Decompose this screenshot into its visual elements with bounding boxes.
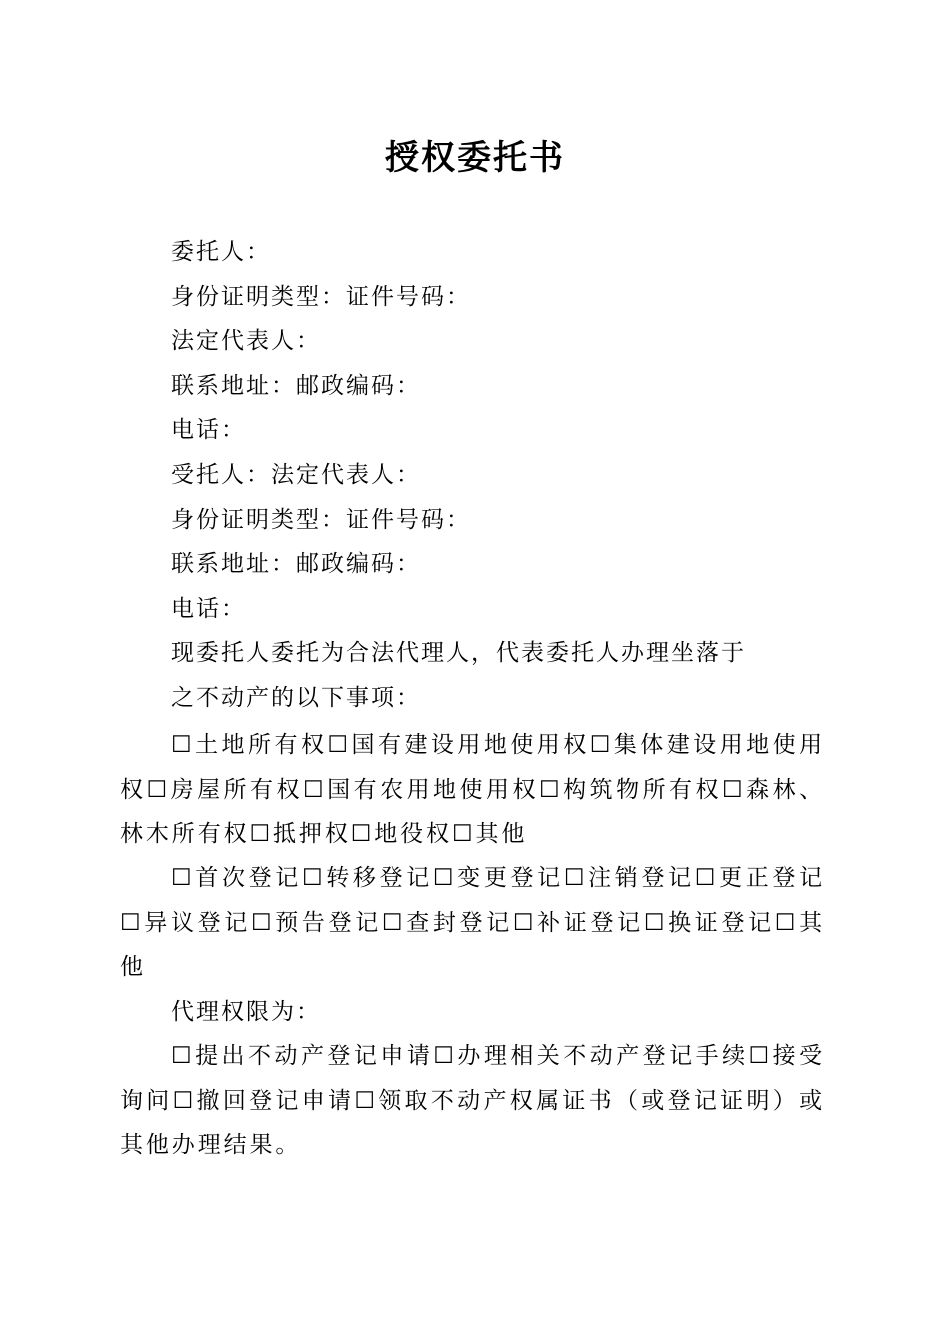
field-principal-phone: 电话： [171,417,246,444]
field-agent-address: 联系地址：邮政编码： [171,551,421,578]
field-principal-legal-rep: 法定代表人： [171,328,321,355]
authority-checklist: ☐提出不动产登记申请☐办理相关不动产登记手续☐接受询问☐撤回登记申请☐领取不动产权属证书（或登记证明）或其他办理结果。 [120,1043,825,1158]
field-agent: 受托人：法定代表人： [171,461,421,488]
field-principal: 委托人： [171,239,271,265]
authority-label: 代理权限为： [171,999,321,1025]
field-agent-id: 身份证明类型：证件号码： [171,506,471,533]
rights-scope-checklist: ☐土地所有权☐国有建设用地使用权☐集体建设用地使用权☐房屋所有权☐国有农用地使用权☐构筑物所有权☐森林、林木所有权☐抵押权☐地役权☐其他 [120,732,825,847]
field-principal-address: 联系地址：邮政编码： [171,372,421,399]
field-agent-phone: 电话： [171,595,246,622]
authorization-statement: 现委托人委托为合法代理人，代表委托人办理坐落于 [171,640,746,667]
principal-agent-fields [171,230,831,721]
field-principal-id: 身份证明类型：证件号码： [171,283,471,310]
registration-type-checklist: ☐首次登记☐转移登记☐变更登记☐注销登记☐更正登记☐异议登记☐预告登记☐查封登记☐补证登记☐换证登记☐其他 [120,865,825,980]
document-title: 授权委托书 [385,138,565,178]
authorization-statement-cont: 之不动产的以下事项： [171,684,421,711]
